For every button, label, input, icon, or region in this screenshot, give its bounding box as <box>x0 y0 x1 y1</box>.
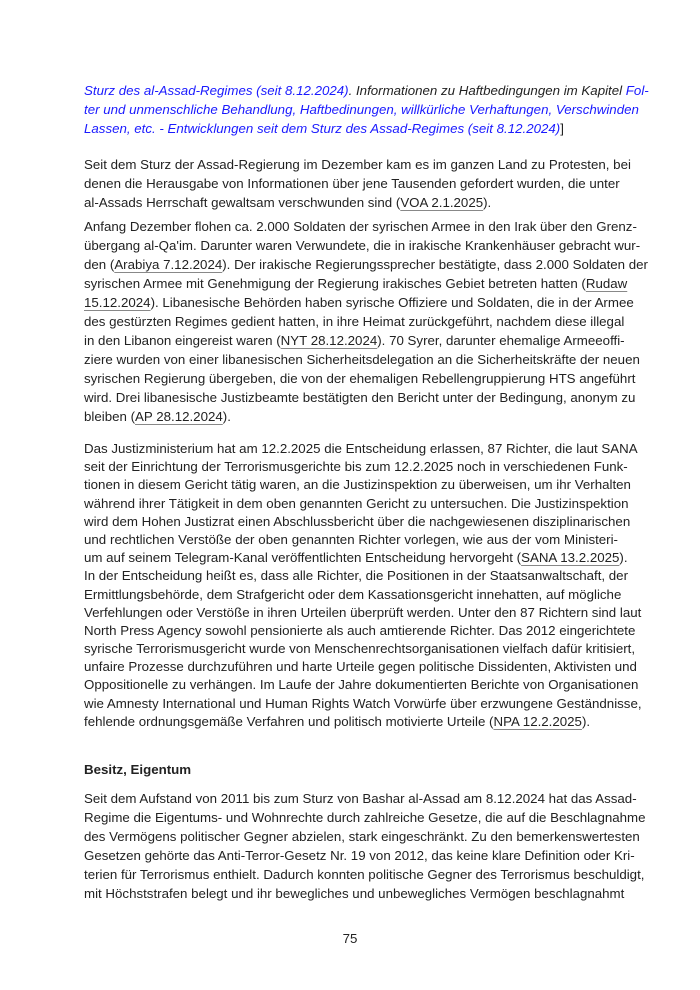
text-line <box>84 604 642 622</box>
text-segment: während ihrer Tätigkeit in dem oben genannten Gericht zu untersuchen. Die Justizinspektion <box>84 495 629 511</box>
text-line <box>84 236 641 255</box>
text-line <box>84 119 618 138</box>
paragraph <box>84 81 649 138</box>
text-segment: wird. Drei libanesische Justizbeamte bestätigten den Bericht unter der Bedingung, anonym zu <box>84 390 636 405</box>
source-link[interactable]: VOA 2.1.2025 <box>400 195 484 210</box>
text-segment: tionen in diesem Gericht tätig waren, an die Justizinspektion zu überweisen, um ihr Verhalten <box>84 477 631 493</box>
source-link[interactable]: 15.12.2024 <box>84 295 151 310</box>
text-line <box>84 193 618 212</box>
text-segment: ). <box>619 550 628 566</box>
chapter-link[interactable]: Sturz des al-Assad-Regimes (seit 8.12.2024) <box>84 83 349 98</box>
text-segment: syrische Terrorismusgericht wurde von Menschenrechtsorganisationen vielfach dafür kritisiert, <box>84 641 636 657</box>
source-link[interactable]: Rudaw <box>585 276 628 291</box>
text-segment: syrischen Regierung übergeben, die von der ehemaligen Rebellengruppierung HTS angeführt <box>84 371 636 386</box>
text-line <box>84 407 618 426</box>
text-line <box>84 846 635 865</box>
text-segment: North Press Agency sowohl pensionierte als auch amtierende Richter. Das 2012 eingerichtete <box>84 622 636 638</box>
text-line <box>84 174 618 193</box>
chapter-link[interactable]: Lassen, etc. - Entwicklungen seit dem Sturz des Assad-Regimes (seit 8.12.2024) <box>84 121 561 136</box>
text-segment: ). Der irakische Regierungssprecher bestätigte, dass 2.000 Soldaten der <box>222 257 648 272</box>
text-line <box>84 369 636 388</box>
text-line <box>84 331 625 350</box>
text-segment: seit der Einrichtung der Terrorismusgerichte bis zum 12.2.2025 noch in verschiedenen Funk- <box>84 459 628 475</box>
text-segment: Seit dem Aufstand von 2011 bis zum Sturz von Bashar al-Assad am 8.12.2024 hat das Assad- <box>84 791 637 806</box>
text-segment: syrischen Armee mit Genehmigung der Regierung irakisches Gebiet betreten hatten ( <box>84 276 586 291</box>
text-line <box>84 513 631 531</box>
document-body <box>84 0 649 990</box>
text-segment: des Vermögens politischer Gegner abzielen, stark eingeschränkt. Zu den bemerkenswertesten <box>84 829 640 844</box>
text-line <box>84 458 628 476</box>
text-line <box>84 440 638 458</box>
text-segment: Oppositionelle zu verhängen. Im Laufe der Jahre dokumentierten Berichte von Organisationen <box>84 677 639 693</box>
text-segment: al-Assads Herrschaft gewaltsam verschwunden sind ( <box>84 195 401 210</box>
text-segment: unfaire Prozesse durchzuführen und harte Urteile gegen politische Dissidenten, Aktivisten und <box>84 659 637 675</box>
text-line <box>84 476 631 494</box>
text-line <box>84 713 618 731</box>
text-segment: Seit dem Sturz der Assad-Regierung im Dezember kam es im ganzen Land zu Protesten, bei <box>84 157 631 172</box>
text-line <box>84 640 636 658</box>
text-segment: Verfehlungen oder Verstöße in ihren Urteilen überprüft werden. Unter den 87 Richtern sind laut <box>84 604 642 620</box>
text-segment: terien für Terrorismus enthielt. Dadurch konnten politische Gegner des Terrorismus beschuldigt, <box>84 867 645 882</box>
text-segment: Ermittlungsbehörde, dem Strafgericht oder dem Kassationsgericht innehatten, auf mögliche <box>84 586 622 602</box>
text-line <box>84 255 648 274</box>
source-link[interactable]: Arabiya 7.12.2024 <box>114 257 223 272</box>
text-line <box>84 789 637 808</box>
text-line <box>84 622 636 640</box>
text-line <box>84 155 631 174</box>
text-segment: ). <box>222 409 231 424</box>
text-segment: übergang al-Qa'im. Darunter waren Verwundete, die in irakische Krankenhäuser gebracht wur- <box>84 238 641 253</box>
paragraph <box>84 217 648 426</box>
text-line <box>84 531 618 549</box>
text-segment: bleiben ( <box>84 409 136 424</box>
text-segment: ziere wurden von einer libanesischen Sicherheitsdelegation an die Sicherheitskräfte der neuen <box>84 352 640 367</box>
chapter-link[interactable]: ter und unmenschliche Behandlung, Haftbedinungen, willkürliche Verhaftungen, Verschwinden <box>84 102 639 117</box>
page-number: 75 <box>342 931 358 946</box>
text-segment: in den Libanon eingereist waren ( <box>84 333 281 348</box>
text-line <box>84 658 637 676</box>
text-segment: . Informationen zu Haftbedingungen im Kapitel <box>348 83 626 98</box>
text-line <box>84 217 637 236</box>
text-segment: um auf seinem Telegram-Kanal veröffentlichten Entscheidung hervorgeht ( <box>84 550 522 566</box>
source-link[interactable]: AP 28.12.2024 <box>135 409 223 424</box>
text-line <box>84 100 639 119</box>
text-segment: ). <box>581 713 591 729</box>
text-segment: ). Libanesische Behörden haben syrische Offiziere und Soldaten, die in der Armee <box>150 295 634 310</box>
source-link[interactable]: NPA 12.2.2025 <box>493 713 582 729</box>
text-segment: Gesetzen gehörte das Anti-Terror-Gesetz Nr. 19 von 2012, das keine klare Definition oder Kri- <box>84 848 635 863</box>
paragraph <box>84 440 642 731</box>
text-line <box>84 884 625 903</box>
text-line <box>84 81 649 100</box>
text-line <box>84 312 625 331</box>
source-link[interactable]: SANA 13.2.2025 <box>521 550 620 566</box>
text-line <box>84 495 629 513</box>
text-line <box>84 567 629 585</box>
text-segment: ). 70 Syrer, darunter ehemalige Armeeoffi- <box>377 333 625 348</box>
text-segment: fehlende ordnungsgemäße Verfahren und politisch motivierte Urteile ( <box>84 713 494 729</box>
text-segment: Regime die Eigentums- und Wohnrechte durch zahlreiche Gesetze, die auf die Beschlagnahme <box>84 810 646 825</box>
text-segment: und rechtlichen Verstöße der oben genannten Richter vorlegen, wie aus der vom Ministeri- <box>84 531 618 547</box>
text-segment: den ( <box>84 257 115 272</box>
text-line <box>84 350 640 369</box>
paragraph <box>84 155 631 212</box>
text-segment: Anfang Dezember flohen ca. 2.000 Soldaten der syrischen Armee in den Irak über den Grenz- <box>84 219 637 234</box>
text-line <box>84 388 636 407</box>
text-line <box>84 808 646 827</box>
text-segment: wie Amnesty International und Human Rights Watch Vorwürfe über erzwungene Geständnisse, <box>84 695 642 711</box>
text-line <box>84 293 634 312</box>
text-line <box>84 865 645 884</box>
text-segment: des gestürzten Regimes gedient hatten, in ihre Heimat zurückgeführt, nachdem diese illegal <box>84 314 625 329</box>
text-segment: Das Justizministerium hat am 12.2.2025 die Entscheidung erlassen, 87 Richter, die laut SANA <box>84 441 638 456</box>
text-segment: denen die Herausgabe von Informationen über jene Tausenden gefordert wurden, die unter <box>84 176 620 191</box>
text-line <box>84 827 640 846</box>
text-line <box>84 695 642 713</box>
source-link[interactable]: NYT 28.12.2024 <box>280 333 378 348</box>
text-line <box>84 549 628 567</box>
section-heading: Besitz, Eigentum <box>84 762 192 777</box>
text-line <box>84 586 622 604</box>
text-segment: mit Höchststrafen belegt und ihr bewegliches und unbewegliches Vermögen beschlagnahmt <box>84 886 625 901</box>
paragraph <box>84 789 646 903</box>
text-line <box>84 274 628 293</box>
text-segment: In der Entscheidung heißt es, dass alle Richter, die Positionen in der Staatsanwaltschaft, der <box>84 568 629 584</box>
text-segment: ). <box>483 195 492 210</box>
text-line <box>84 676 639 694</box>
text-segment: wird dem Hohen Justizrat einen Abschlussbericht über die nachgewiesenen disziplinarischen <box>84 513 631 529</box>
chapter-link[interactable]: Fol- <box>625 83 649 98</box>
text-segment: ] <box>560 121 564 136</box>
